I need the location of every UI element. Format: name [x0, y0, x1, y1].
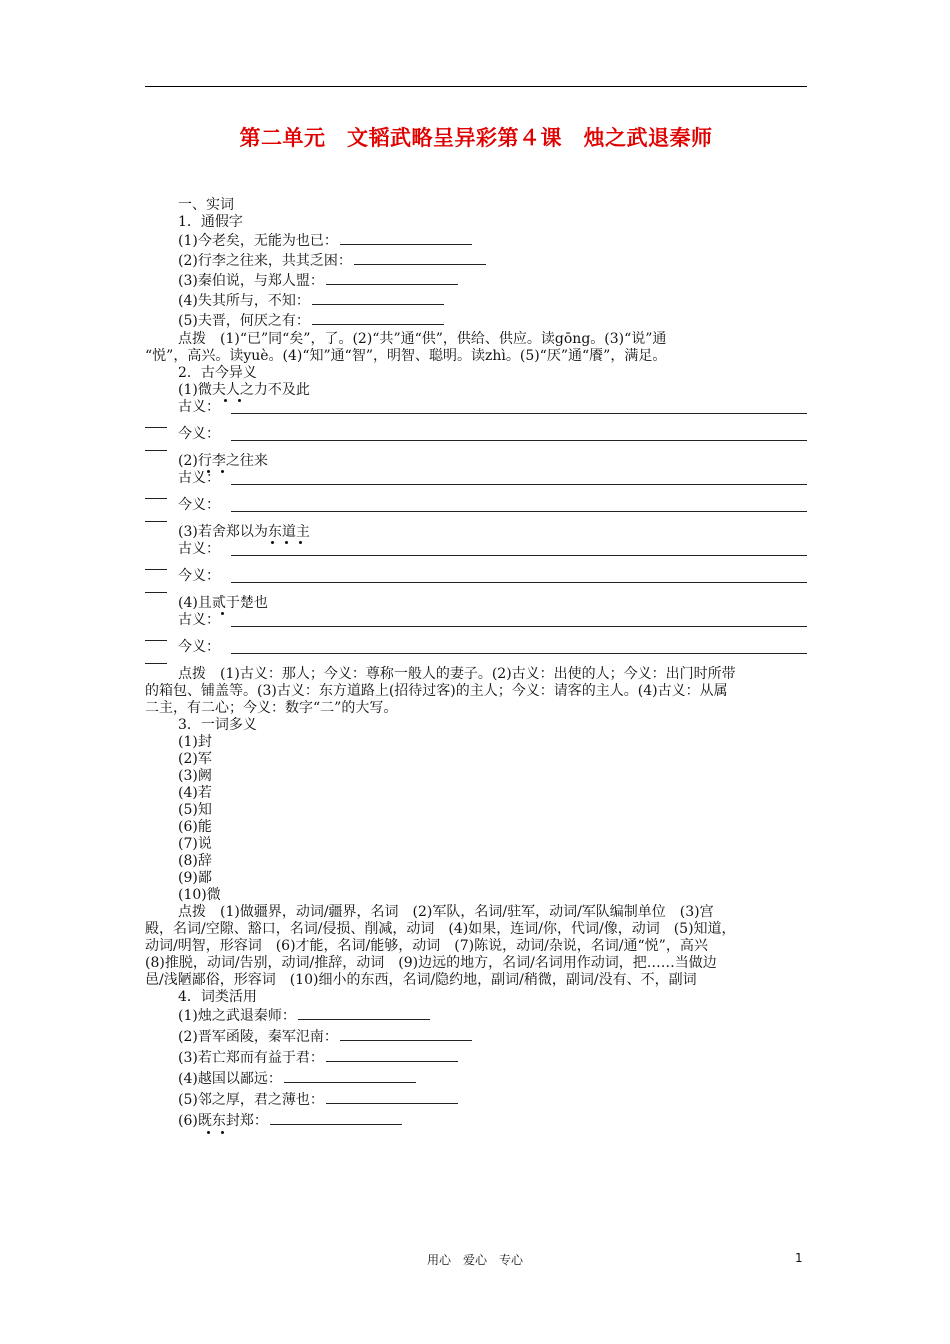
- answer-row: 古义：: [145, 612, 807, 629]
- answer-line[interactable]: [231, 555, 807, 556]
- answer-row: 今义：: [145, 416, 807, 450]
- list-item: (4)越国以鄙远：: [145, 1069, 807, 1090]
- question-item: (1)微夫人之力不及此: [145, 382, 807, 399]
- answer-blank[interactable]: [326, 272, 458, 285]
- list-item: (1)封: [178, 734, 212, 750]
- page-number: 1: [795, 1251, 803, 1265]
- answer-row: 今义：: [145, 629, 807, 663]
- list-item: (1)今老矣，无能为也已：: [145, 231, 807, 251]
- answer-blank[interactable]: [340, 232, 472, 245]
- footer-motto: 用心 爱心 专心: [426, 1253, 523, 1267]
- list-item: (9)鄙: [178, 870, 212, 886]
- answer-line[interactable]: [231, 413, 807, 414]
- dash-mark: [145, 521, 167, 522]
- list-item: (4)若: [178, 785, 212, 801]
- answer-line[interactable]: [231, 626, 807, 627]
- list-item: (2)军: [178, 751, 212, 767]
- list-item: (2)行李之往来，共其乏困：: [145, 251, 807, 271]
- document-body: [145, 197, 807, 1132]
- section-heading: 一、实词: [178, 197, 234, 213]
- emphasis-dot: [207, 1131, 210, 1134]
- hint-paragraph-yici: 点拨 (1)做疆界，动词/疆界，名词 (2)军队，名词/驻军，动词/军队编制单位 (3)宫 殿，名词/空隙、豁口，名词/侵损、削减，动词 (4)如果，连词/你，代词/像，动词 (5)知道， 动词/明智，形容词 (6)才能，名词/能够，动词 (7)陈说，动词/杂说，名词/通“悦”，高兴 (8)推脱，动词/告别，动词/推辞，动词 (9)边远的地方，名词/名词用作动词，把……当做边 邑/浅陋鄙俗，形容词 (10)细小的东西，名词/隐约地，副词/稍微，副词/没有、不，副词: [145, 904, 736, 988]
- emphasis-dot: [221, 1131, 224, 1134]
- header-rule: [145, 86, 807, 87]
- dash-mark: [145, 592, 167, 593]
- list-item: (2)晋军函陵，秦军氾南：: [145, 1027, 807, 1048]
- list-item: (3)若亡郑而有益于君：: [145, 1048, 807, 1069]
- answer-blank[interactable]: [340, 1028, 472, 1041]
- dash-mark: [145, 663, 167, 664]
- subsection-heading-yici: 3．一词多义: [178, 717, 257, 733]
- answer-line[interactable]: [231, 511, 807, 512]
- answer-row: 今义：: [145, 558, 807, 592]
- list-item: (5)知: [178, 802, 212, 818]
- answer-blank[interactable]: [284, 1070, 416, 1083]
- answer-blank[interactable]: [270, 1112, 402, 1125]
- list-item: (4)失其所与，不知：: [145, 291, 807, 311]
- list-item: (5)邻之厚，君之薄也：: [145, 1090, 807, 1111]
- answer-blank[interactable]: [326, 1049, 458, 1062]
- question-item: (4)且贰于楚也: [145, 595, 807, 612]
- answer-line[interactable]: [231, 653, 807, 654]
- answer-row: 古义：: [145, 399, 807, 416]
- answer-blank[interactable]: [312, 312, 444, 325]
- answer-blank[interactable]: [312, 292, 444, 305]
- list-item: (6)能: [178, 819, 212, 835]
- page-title: 第二单元 文韬武略呈异彩第４课 烛之武退秦师: [239, 126, 713, 150]
- answer-row: 古义：: [145, 541, 807, 558]
- answer-line[interactable]: [231, 484, 807, 485]
- subsection-heading-tongjia: 1．通假字: [178, 214, 243, 230]
- hint-paragraph-gujin: 点拨 (1)古义：那人；今义：尊称一般人的妻子。(2)古义：出使的人；今义：出门时所带 的箱包、铺盖等。(3)古义：东方道路上(招待过客)的主人；今义：请客的主人。(4)古义：从属 二主，有二心；今义：数字“二”的大写。: [145, 666, 736, 716]
- answer-line[interactable]: [231, 582, 807, 583]
- subsection-heading-gujin: 2．古今异义: [178, 365, 257, 381]
- answer-row: 今义：: [145, 487, 807, 521]
- list-item: (3)秦伯说，与郑人盟：: [145, 271, 807, 291]
- list-item: (5)夫晋，何厌之有：: [145, 311, 807, 331]
- list-item: (7)说: [178, 836, 212, 852]
- answer-blank[interactable]: [298, 1007, 430, 1020]
- list-item: (3)阙: [178, 768, 212, 784]
- subsection-heading-cilei: 4．词类活用: [178, 989, 257, 1005]
- answer-line[interactable]: [231, 440, 807, 441]
- list-item: (1)烛之武退秦师：: [145, 1006, 807, 1027]
- list-item: (8)辞: [178, 853, 212, 869]
- answer-blank[interactable]: [326, 1091, 458, 1104]
- answer-blank[interactable]: [354, 252, 486, 265]
- list-item: (6)既东封郑：: [145, 1111, 807, 1132]
- answer-row: 古义：: [145, 470, 807, 487]
- dash-mark: [145, 450, 167, 451]
- hint-paragraph-tongjia: 点拨 (1)“已”同“矣”，了。(2)“共”通“供”，供给、供应。读gōng。(3)“说”通 “悦”，高兴。读yuè。(4)“知”通“智”，明智、聪明。读zhì。(5)“厌”通“餍”，满足。: [145, 331, 667, 364]
- list-item: (10)微: [178, 887, 221, 903]
- question-item: (3)若舍郑以为东道主: [145, 524, 807, 541]
- question-item: (2)行李之往来: [145, 453, 807, 470]
